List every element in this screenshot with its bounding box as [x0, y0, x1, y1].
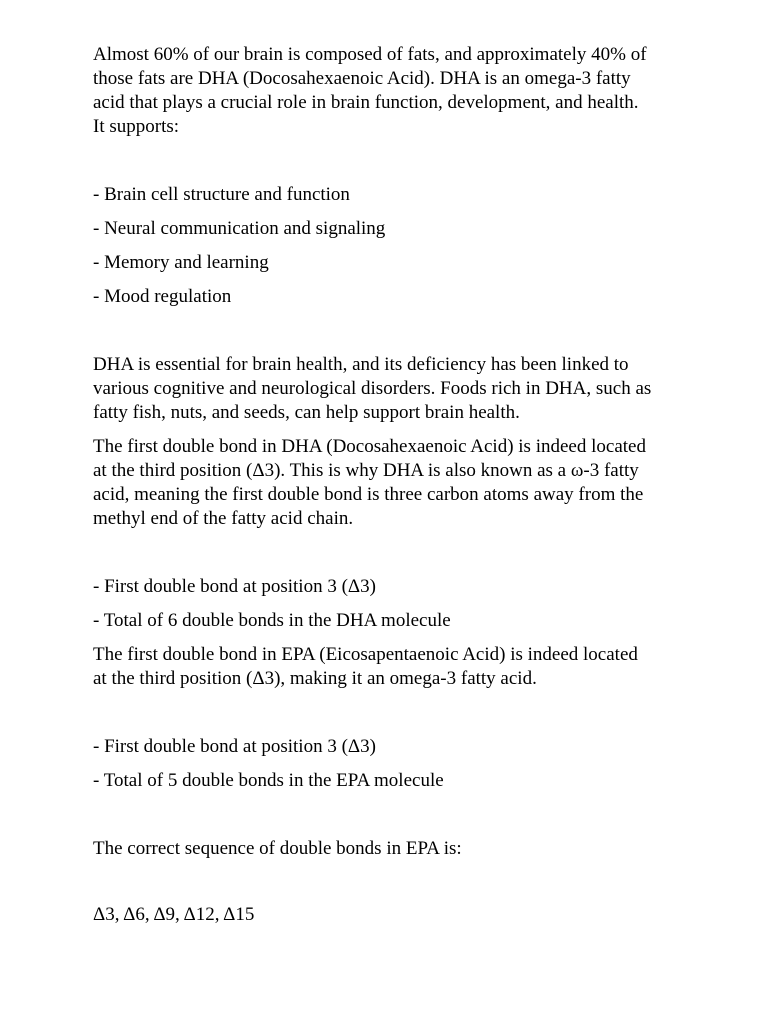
dha-list-item: - Total of 6 double bonds in the DHA molecule	[93, 610, 451, 631]
intro-line: Almost 60% of our brain is composed of fats, and approximately 40% of	[93, 44, 647, 65]
dha-bond-line: acid, meaning the first double bond is three carbon atoms away from the	[93, 484, 644, 505]
dha-bond-line: at the third position (Δ3). This is why DHA is also known as a ω-3 fatty	[93, 460, 639, 481]
epa-sequence-intro: The correct sequence of double bonds in EPA is:	[93, 838, 462, 859]
dha-essential-line: fatty fish, nuts, and seeds, can help support brain health.	[93, 402, 520, 423]
epa-list-item: - First double bond at position 3 (Δ3)	[93, 736, 376, 757]
epa-list-item: - Total of 5 double bonds in the EPA molecule	[93, 770, 444, 791]
dha-bond-paragraph	[93, 435, 713, 531]
intro-line: those fats are DHA (Docosahexaenoic Acid). DHA is an omega-3 fatty	[93, 68, 631, 89]
epa-bond-line: The first double bond in EPA (Eicosapentaenoic Acid) is indeed located	[93, 644, 638, 665]
intro-line: It supports:	[93, 116, 180, 137]
epa-bond-line: at the third position (Δ3), making it an omega-3 fatty acid.	[93, 668, 537, 689]
dha-bond-line: methyl end of the fatty acid chain.	[93, 508, 354, 529]
dha-essential-paragraph	[93, 353, 713, 425]
supports-list-item: - Memory and learning	[93, 252, 269, 273]
dha-essential-line: DHA is essential for brain health, and its deficiency has been linked to	[93, 354, 629, 375]
epa-bond-paragraph	[93, 643, 713, 691]
epa-sequence: Δ3, Δ6, Δ9, Δ12, Δ15	[93, 904, 255, 925]
dha-bond-line: The first double bond in DHA (Docosahexaenoic Acid) is indeed located	[93, 436, 646, 457]
intro-paragraph	[93, 43, 713, 139]
intro-line: acid that plays a crucial role in brain function, development, and health.	[93, 92, 639, 113]
supports-list-item: - Brain cell structure and function	[93, 184, 350, 205]
supports-list-item: - Neural communication and signaling	[93, 218, 386, 239]
dha-essential-line: various cognitive and neurological disorders. Foods rich in DHA, such as	[93, 378, 652, 399]
dha-list-item: - First double bond at position 3 (Δ3)	[93, 576, 376, 597]
supports-list-item: - Mood regulation	[93, 286, 232, 307]
